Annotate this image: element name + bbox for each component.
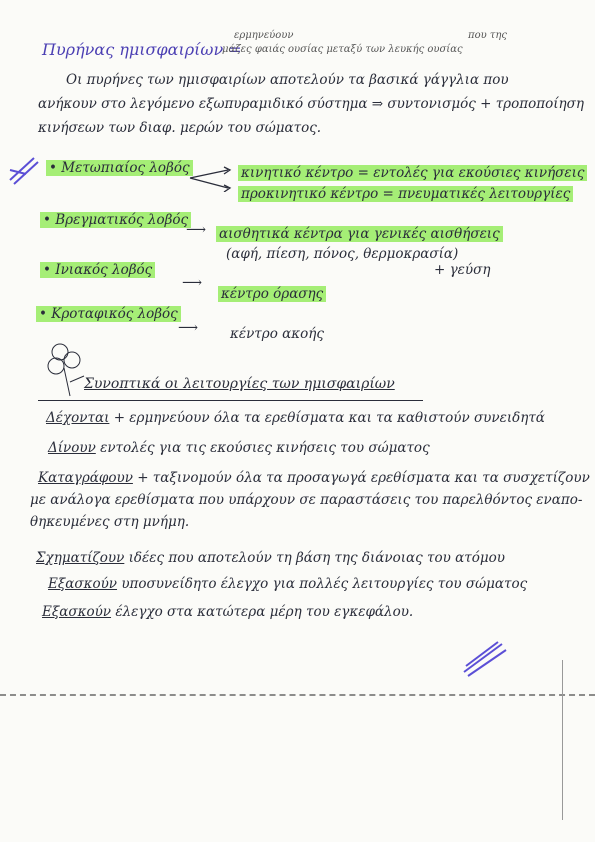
- intro-line-3: κινήσεων των διαφ. μερών του σώματος.: [38, 120, 322, 136]
- lobe-parietal-name: • Βρεγματικός λοβός: [40, 212, 191, 228]
- intro-line-2: ανήκουν στο λεγόμενο εξωπυραμιδικό σύστημα ⇒ συντονισμός + τροποποίηση: [38, 96, 584, 112]
- lobe-parietal-line-1: αισθητικά κέντρα για γενικές αισθήσεις: [216, 226, 503, 242]
- arrow-icon: ⟶: [182, 275, 203, 291]
- page-divider: [0, 694, 595, 696]
- function-line: με ανάλογα ερεθίσματα που υπάρχουν σε παραστάσεις του παρελθόντος εναπο-: [30, 492, 583, 508]
- pen-scribble-icon: [458, 636, 508, 678]
- margin-rule: [562, 660, 563, 820]
- lobe-frontal-name: • Μετωπιαίος λοβός: [46, 160, 193, 176]
- summary-title: Συνοπτικά οι λειτουργίες των ημισφαιρίων: [84, 376, 395, 392]
- lobe-frontal-line-1: κινητικό κέντρο = εντολές για εκούσιες κινήσεις: [238, 165, 587, 181]
- function-line: Εξασκούν υποσυνείδητο έλεγχο για πολλές λειτουργίες του σώματος: [48, 576, 528, 592]
- lobe-temporal-line-1: κέντρο ακοής: [230, 326, 324, 342]
- function-line: Δέχονται + ερμηνεύουν όλα τα ερεθίσματα και τα καθιστούν συνειδητά: [46, 410, 545, 426]
- function-line: Σχηματίζουν ιδέες που αποτελούν τη βάση της διάνοιας του ατόμου: [36, 550, 505, 566]
- lobe-parietal-line-2: (αφή, πίεση, πόνος, θερμοκρασία): [226, 246, 459, 262]
- lobe-parietal-extra: + γεύση: [434, 262, 491, 278]
- page-title: Πυρήνας ημισφαιρίων =: [42, 40, 242, 59]
- summary-rule: [38, 400, 423, 401]
- function-line: Καταγράφουν + ταξινομούν όλα τα προσαγωγά ερεθίσματα και τα συσχετίζουν: [38, 470, 590, 486]
- function-line: θηκευμένες στη μνήμη.: [30, 514, 190, 530]
- pen-scribble-icon: [6, 150, 46, 190]
- lobe-occipital-name: • Ινιακός λοβός: [40, 262, 155, 278]
- arrow-icon: ⟶: [178, 320, 199, 336]
- lobe-frontal-line-2: προκινητικό κέντρο = πνευματικές λειτουργίες: [238, 186, 573, 202]
- title-gloss-end: που της: [468, 30, 507, 41]
- function-line: Δίνουν εντολές για τις εκούσιες κινήσεις του σώματος: [48, 440, 430, 456]
- function-line: Εξασκούν έλεγχο στα κατώτερα μέρη του εγκεφάλου.: [42, 604, 414, 620]
- branch-arrow-icon: [188, 166, 234, 192]
- lobe-occipital-line-1: κέντρο όρασης: [218, 286, 326, 302]
- title-gloss-top: ερμηνεύουν: [234, 30, 294, 41]
- title-gloss: μάζες φαιάς ουσίας μεταξύ των λευκής ουσίας: [222, 44, 463, 55]
- intro-line-1: Οι πυρήνες των ημισφαιρίων αποτελούν τα βασικά γάγγλια που: [66, 72, 509, 88]
- arrow-icon: ⟶: [186, 222, 207, 238]
- lobe-temporal-name: • Κροταφικός λοβός: [36, 306, 181, 322]
